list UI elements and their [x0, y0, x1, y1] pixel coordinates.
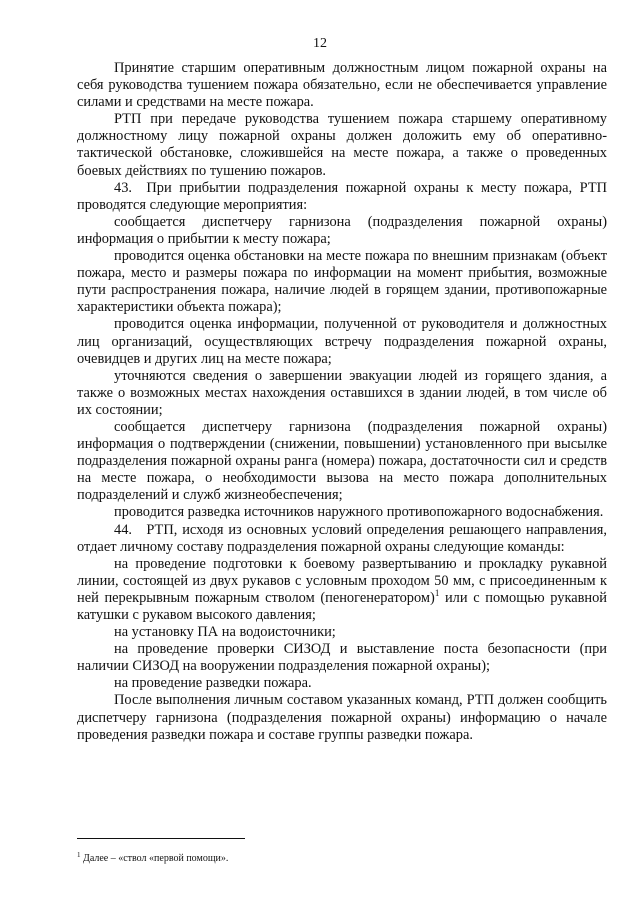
footnote-mark: 1	[77, 851, 81, 859]
command-item	[77, 556, 607, 624]
paragraph-item-44: 44. РТП, исходя из основных условий определения решающего направления, отдает личному составу подразделения пожарной охраны следующие команды:	[77, 521, 607, 555]
footnote-divider	[77, 838, 245, 839]
paragraph-item-43: 43. При прибытии подразделения пожарной охраны к месту пожара, РТП проводятся следующие мероприятия:	[77, 179, 607, 213]
list-item: проводится оценка обстановки на месте пожара по внешним признакам (объект пожара, место и размеры пожара по информации на момент прибытия, возможные пути распространения пожара, наличие людей в горящем здании, противопожарные характеристики объекта пожара);	[77, 248, 607, 316]
footnote	[77, 849, 477, 865]
paragraph: РТП при передаче руководства тушением пожара старшему оперативному должностному лицу пожарной охраны должен доложить ему об оперативно-тактической обстановке, сложившейся на месте пожара, а также о проведенных боевых действиях по тушению пожаров.	[77, 111, 607, 179]
footnote-text: Далее – «ствол «первой помощи».	[80, 853, 229, 864]
paragraph: После выполнения личным составом указанных команд, РТП должен сообщить диспетчеру гарнизона (подразделения пожарной охраны) информацию о начале проведения разведки пожара и составе группы разведки пожара.	[77, 692, 607, 743]
page-number: 12	[313, 36, 327, 51]
list-item: проводится разведка источников наружного противопожарного водоснабжения.	[114, 504, 604, 521]
list-item: проводится оценка информации, полученной от руководителя и должностных лиц организаций, осуществляющих встречу подразделения пожарной охраны, очевидцев и других лиц на месте пожара;	[77, 316, 607, 367]
command-item: на проведение разведки пожара.	[114, 675, 312, 692]
command-text-tail: или с помощью рукавной катушки с рукавом высокого давления;	[77, 589, 607, 623]
list-item: уточняются сведения о завершении эвакуации людей из горящего здания, а также о возможных местах нахождения оставшихся в здании людей, в том числе об их состоянии;	[77, 367, 607, 418]
command-text: на проведение подготовки к боевому развертыванию и прокладку рукавной линии, состоящей из двух рукавов с условным проходом 50 мм, с присоединенным к ней перекрывным пожарным стволом (пеногенератором)	[77, 555, 607, 606]
list-item: сообщается диспетчеру гарнизона (подразделения пожарной охраны) информация о прибытии к месту пожара;	[77, 213, 607, 247]
list-item: сообщается диспетчеру гарнизона (подразделения пожарной охраны) информация о подтверждении (снижении, повышении) установленного при высылке подразделения пожарной охраны ранга (номера) пожара, достаточности сил и средств на месте пожара, о необходимости вызова на место пожара дополнительных подразделений и служб жизнеобеспечения;	[77, 418, 607, 504]
command-item: на проведение проверки СИЗОД и выставление поста безопасности (при наличии СИЗОД на вооружении подразделения пожарной охраны);	[77, 641, 607, 675]
command-item: на установку ПА на водоисточники;	[114, 624, 336, 641]
footnote-reference[interactable]: 1	[434, 587, 440, 598]
document-body	[77, 60, 607, 744]
paragraph: Принятие старшим оперативным должностным лицом пожарной охраны на себя руководства тушением пожара обязательно, если не обеспечивается управление силами и средствами на месте пожара.	[77, 60, 607, 111]
